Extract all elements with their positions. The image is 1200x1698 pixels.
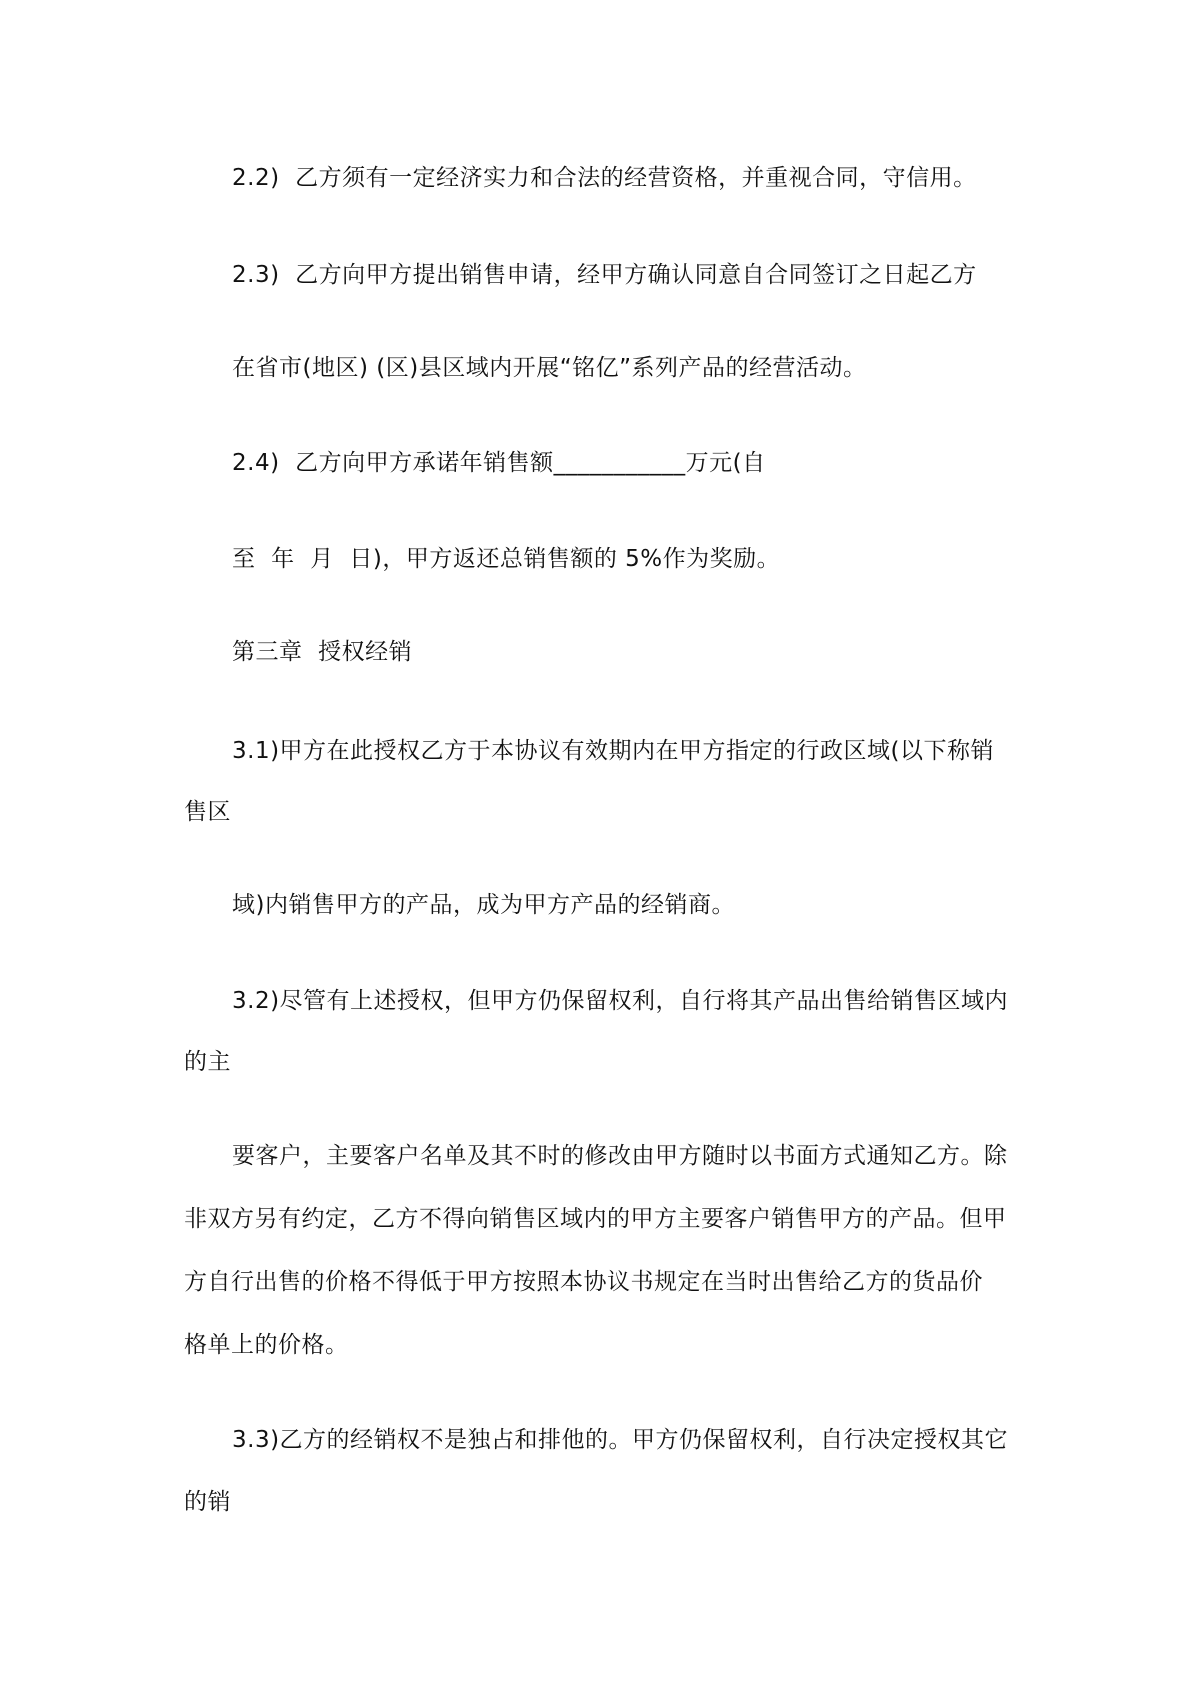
clause-3-2-paragraph-line-4: 格单上的价格。 bbox=[184, 1332, 349, 1358]
clause-2-4-continued: 至 年 月 日)，甲方返还总销售额的 5%作为奖励。 bbox=[232, 546, 781, 572]
clause-3-2: 3.2)尽管有上述授权，但甲方仍保留权利，自行将其产品出售给销售区域内 bbox=[232, 988, 1009, 1014]
clause-3-3: 3.3)乙方的经销权不是独占和排他的。甲方仍保留权利，自行决定授权其它 bbox=[232, 1427, 1009, 1453]
clause-2-2: 2.2) 乙方须有一定经济实力和合法的经营资格，并重视合同，守信用。 bbox=[232, 165, 977, 191]
clause-2-3: 2.3) 乙方向甲方提出销售申请，经甲方确认同意自合同签订之日起乙方 bbox=[232, 262, 977, 288]
clause-2-4: 2.4) 乙方向甲方承诺年销售额___________万元(自 bbox=[232, 450, 766, 476]
clause-3-1-continued: 域)内销售甲方的产品，成为甲方产品的经销商。 bbox=[232, 892, 735, 918]
clause-2-3-continued: 在省市(地区) (区)县区域内开展“铭亿”系列产品的经营活动。 bbox=[232, 355, 867, 381]
clause-3-1: 3.1)甲方在此授权乙方于本协议有效期内在甲方指定的行政区域(以下称销 bbox=[232, 738, 995, 764]
clause-3-3-wrap: 的销 bbox=[184, 1489, 231, 1515]
clause-3-1-wrap: 售区 bbox=[184, 799, 231, 825]
clause-3-2-paragraph-line-1: 要客户，主要客户名单及其不时的修改由甲方随时以书面方式通知乙方。除 bbox=[232, 1143, 1008, 1169]
clause-3-2-wrap: 的主 bbox=[184, 1049, 231, 1075]
clause-3-2-paragraph-line-3: 方自行出售的价格不得低于甲方按照本协议书规定在当时出售给乙方的货品价 bbox=[184, 1269, 983, 1295]
clause-3-2-paragraph-line-2: 非双方另有约定，乙方不得向销售区域内的甲方主要客户销售甲方的产品。但甲 bbox=[184, 1206, 1007, 1232]
chapter-3-heading: 第三章 授权经销 bbox=[232, 639, 413, 665]
